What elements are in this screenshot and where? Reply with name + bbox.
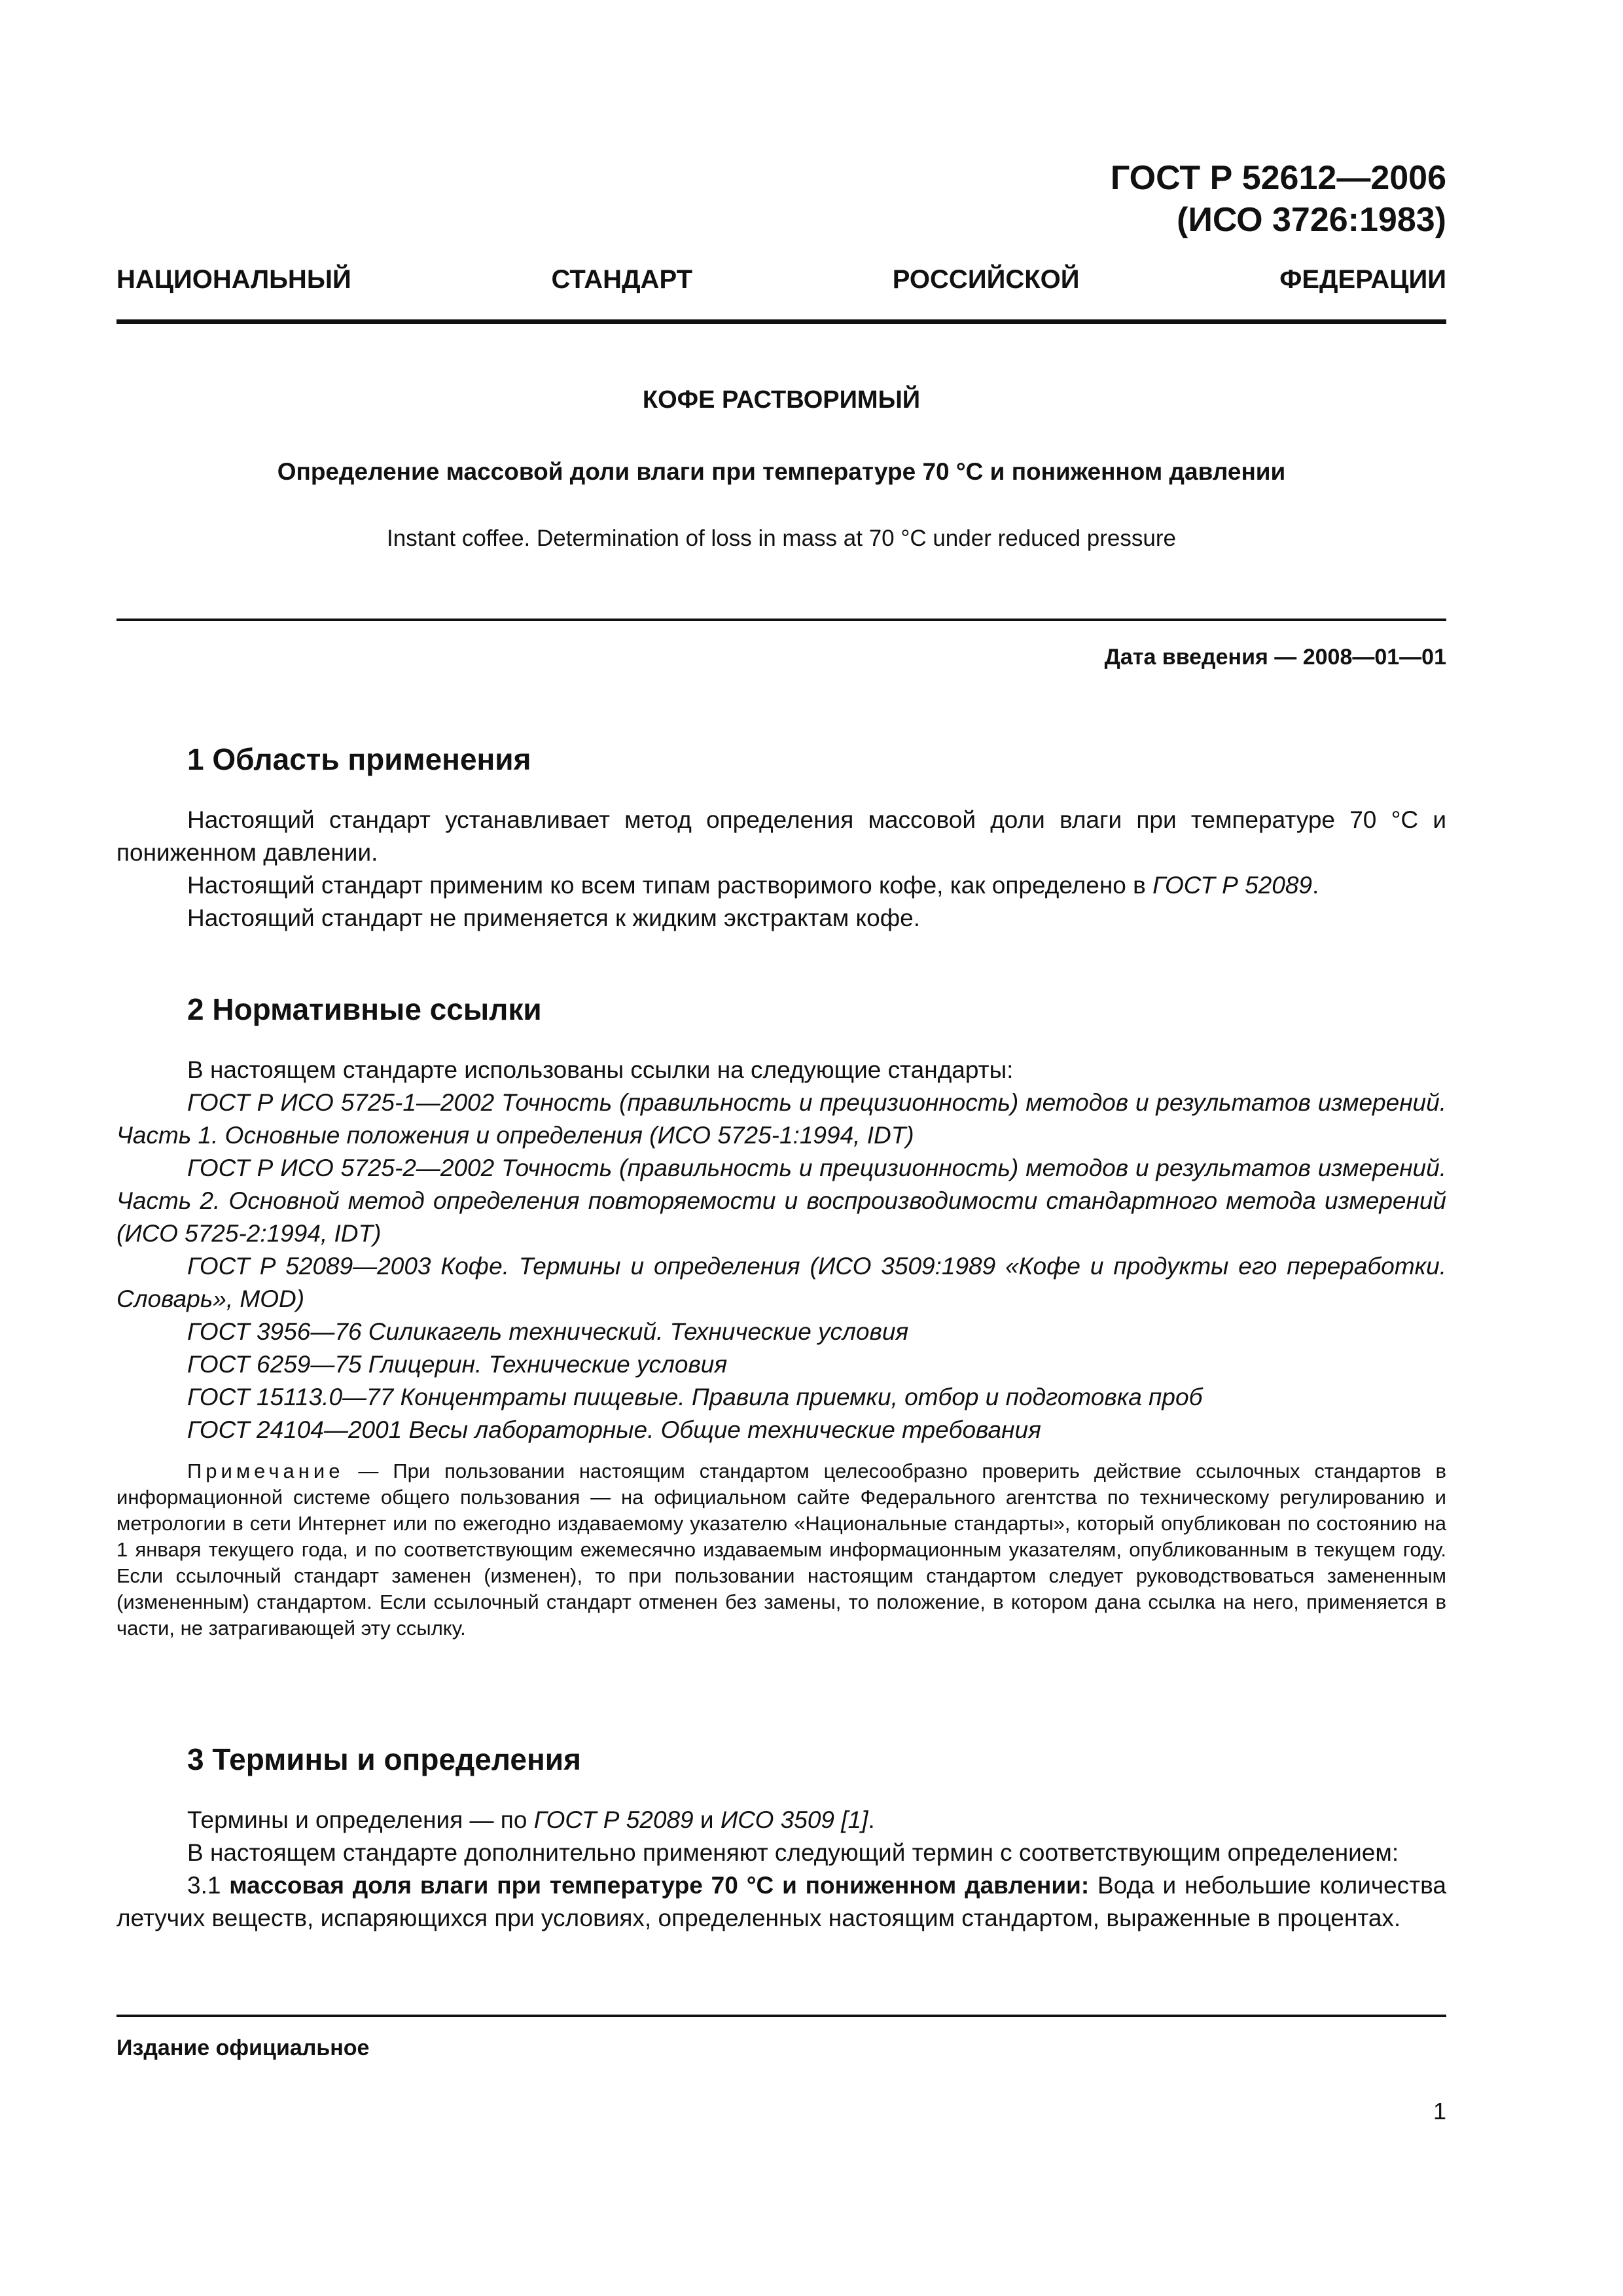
reference-item: ГОСТ 6259—75 Глицерин. Технические условия [187,1351,728,1378]
paragraph: Настоящий стандарт устанавливает метод определения массовой доли влаги при температуре 70 °С и пониженном давлении. [116,806,1446,866]
designation-number: ГОСТ Р 52612—2006 [1110,159,1446,197]
header-rule [116,319,1446,324]
paragraph: В настоящем стандарте использованы ссылки на следующие стандарты: [187,1056,1014,1083]
section-terms [116,1740,1446,1935]
reference-item: ГОСТ Р 52089—2003 Кофе. Термины и определения (ИСО 3509:1989 «Кофе и продукты его переработки. Словарь», MOD) [116,1253,1446,1312]
paragraph: В настоящем стандарте дополнительно применяют следующий термин с соответствующим определением: [187,1839,1399,1866]
reference-item: ГОСТ Р ИСО 5725-1—2002 Точность (правильность и прецизионность) методов и результатов измерений. Часть 1. Основные положения и определения (ИСО 5725-1:1994, IDT) [116,1089,1446,1149]
section-heading: 3 Термины и определения [187,1742,581,1776]
introduction-date: Дата введения — 2008—01—01 [1104,645,1446,670]
reference-item: ГОСТ Р ИСО 5725-2—2002 Точность (правильность и прецизионность) методов и результатов измерений. Часть 2. Основной метод определения повторяемости и воспроизводимости стандартного метода измерений (ИСО 5725-2:1994, IDT) [116,1155,1446,1247]
paragraph: Термины и определения — по ГОСТ Р 52089 и ИСО 3509 [1]. [187,1806,875,1833]
document-title: КОФЕ РАСТВОРИМЫЙ [642,386,921,414]
section-heading: 2 Нормативные ссылки [187,992,542,1026]
term: массовая доля влаги при температуре 70 °С и пониженном давлении: [229,1872,1090,1899]
banner-word: ФЕДЕРАЦИИ [1279,265,1446,294]
section-scope [116,740,1446,935]
english-title: Instant coffee. Determination of loss in mass at 70 °C under reduced pressure [387,526,1176,551]
designation-iso: (ИСО 3726:1983) [1177,201,1446,239]
official-edition-label: Издание официальное [116,2036,370,2060]
footer-rule [116,2015,1446,2017]
section-heading: 1 Область применения [187,742,531,776]
note-text: — При пользовании настоящим стандартом целесообразно проверить действие ссылочных стандартов в информационной системе общего пользования — на официальном сайте Федерального агентства по техническому регулированию и метрологии в сети Интернет или по ежегодно издаваемому указателю «Национальные стандарты», который опубликован по состоянию на 1 января текущего года, и по соответствующим ежемесячно издаваемым информационным указателям, опубликованным в текущем году. Если ссылочный стандарт заменен (изменен), то при пользовании настоящим стандартом следует руководствоваться замененным (измененным) стандартом. Если ссылочный стандарт отменен без замены, то положение, в котором дана ссылка на него, применяется в части, не затрагивающей эту ссылку. [116,1460,1446,1640]
term-text: Вода и небольшие количества летучих веществ, испаряющихся при условиях, определенных настоящим стандартом, выраженные в процентах. [116,1872,1446,1931]
national-standard-banner [116,265,1446,295]
paragraph: Настоящий стандарт не применяется к жидким экстрактам кофе. [187,905,920,931]
standard-reference: ГОСТ Р 52089 [1152,872,1312,899]
reference-item: ГОСТ 3956—76 Силикагель технический. Технические условия [187,1318,909,1345]
section-normative-references [116,990,1446,1641]
note-label: Примечание [187,1460,344,1482]
banner-word: СТАНДАРТ [551,265,693,294]
title-rule [116,619,1446,621]
note [116,1458,1446,1641]
standard-reference: ИСО 3509 [1] [720,1806,868,1833]
banner-word: РОССИЙСКОЙ [892,265,1080,294]
paragraph: Настоящий стандарт применим ко всем типам растворимого кофе, как определено в ГОСТ Р 52089. [187,872,1319,899]
document-subtitle: Определение массовой доли влаги при температуре 70 °С и пониженном давлении [277,458,1286,485]
standard-designation [1111,157,1446,241]
reference-item: ГОСТ 24104—2001 Весы лабораторные. Общие технические требования [187,1416,1041,1443]
reference-item: ГОСТ 15113.0—77 Концентраты пищевые. Правила приемки, отбор и подготовка проб [187,1384,1203,1410]
term-number: 3.1 [187,1872,230,1899]
standard-reference: ГОСТ Р 52089 [533,1806,694,1833]
term-definition [116,1869,1446,1935]
page-number: 1 [1433,2098,1446,2125]
banner-word: НАЦИОНАЛЬНЫЙ [116,265,351,294]
